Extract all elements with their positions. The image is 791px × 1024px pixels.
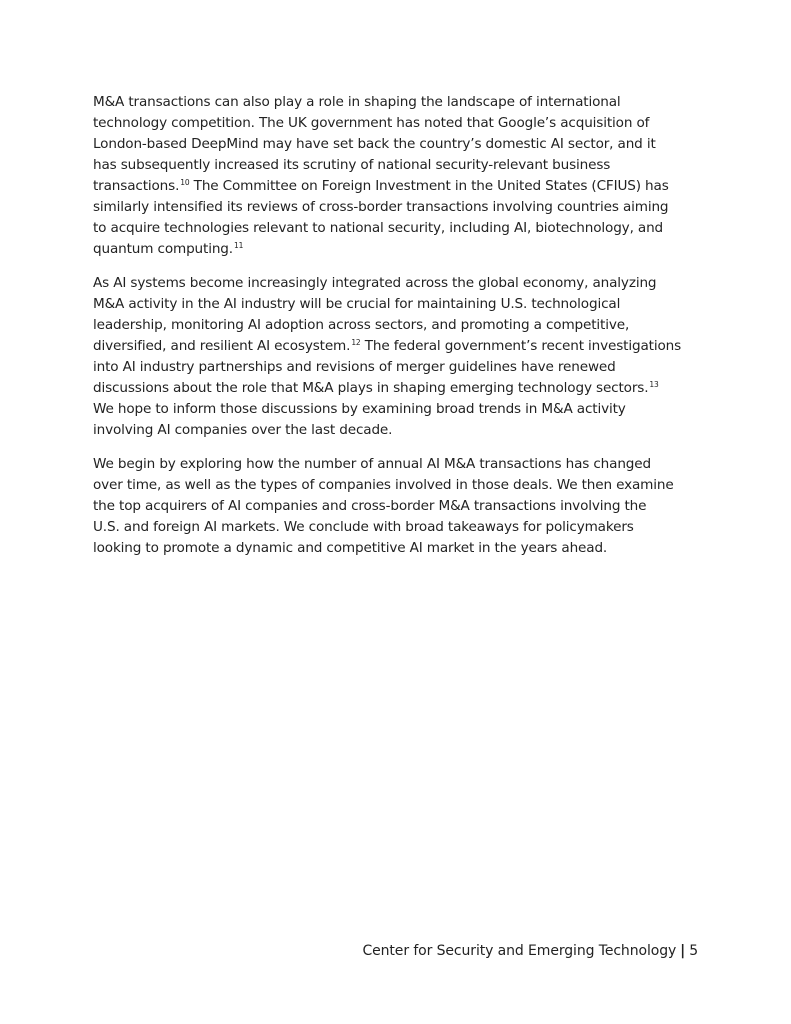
text-line: M&A activity in the AI industry will be crucial for maintaining U.S. technological — [93, 296, 621, 312]
text-segment: The federal government’s recent investigations — [360, 338, 682, 354]
text-line: looking to promote a dynamic and competitive AI market in the years ahead. — [93, 540, 608, 556]
footer-separator: | — [680, 943, 686, 959]
text-line: We hope to inform those discussions by examining broad trends in M&A activity — [93, 401, 626, 417]
text-line: technology competition. The UK government has noted that Google’s acquisition of — [93, 115, 650, 131]
text-line — [93, 176, 705, 197]
text-line: leadership, monitoring AI adoption across sectors, and promoting a competitive, — [93, 317, 630, 333]
text-line: As AI systems become increasingly integrated across the global economy, analyzing — [93, 275, 657, 291]
paragraph-ma-competition — [93, 92, 705, 260]
page-number: 5 — [689, 943, 698, 959]
footer-organization: Center for Security and Emerging Technology — [362, 943, 677, 959]
text-line: London-based DeepMind may have set back the country’s domestic AI sector, and it — [93, 136, 656, 152]
text-line: U.S. and foreign AI markets. We conclude with broad takeaways for policymakers — [93, 519, 634, 535]
text-segment: diversified, and resilient AI ecosystem. — [93, 338, 351, 354]
text-line: to acquire technologies relevant to national security, including AI, biotechnology, and — [93, 220, 664, 236]
text-segment: transactions. — [93, 178, 180, 194]
text-line: over time, as well as the types of companies involved in those deals. We then examine — [93, 477, 674, 493]
text-line: the top acquirers of AI companies and cross-border M&A transactions involving the — [93, 498, 647, 514]
text-line: We begin by exploring how the number of annual AI M&A transactions has changed — [93, 456, 651, 472]
page-footer — [362, 941, 698, 961]
footnote-ref-11[interactable]: 11 — [233, 241, 244, 250]
text-line — [93, 336, 705, 357]
document-body — [93, 92, 705, 572]
text-line — [93, 239, 705, 260]
paragraph-ai-integration — [93, 273, 705, 441]
text-line: similarly intensified its reviews of cross-border transactions involving countries aiming — [93, 199, 669, 215]
text-line: involving AI companies over the last decade. — [93, 422, 393, 438]
footnote-ref-13[interactable]: 13 — [649, 380, 659, 389]
paragraph-report-outline — [93, 454, 705, 559]
text-segment: The Committee on Foreign Investment in the United States (CFIUS) has — [189, 178, 669, 194]
text-line: has subsequently increased its scrutiny of national security-relevant business — [93, 157, 611, 173]
text-segment: quantum computing. — [93, 241, 233, 257]
text-segment: discussions about the role that M&A plays in shaping emerging technology sectors. — [93, 380, 649, 396]
footnote-ref-12[interactable]: 12 — [351, 338, 361, 347]
text-line: M&A transactions can also play a role in shaping the landscape of international — [93, 94, 621, 110]
text-line: into AI industry partnerships and revisions of merger guidelines have renewed — [93, 359, 616, 375]
footnote-ref-10[interactable]: 10 — [180, 178, 190, 187]
text-line — [93, 378, 705, 399]
